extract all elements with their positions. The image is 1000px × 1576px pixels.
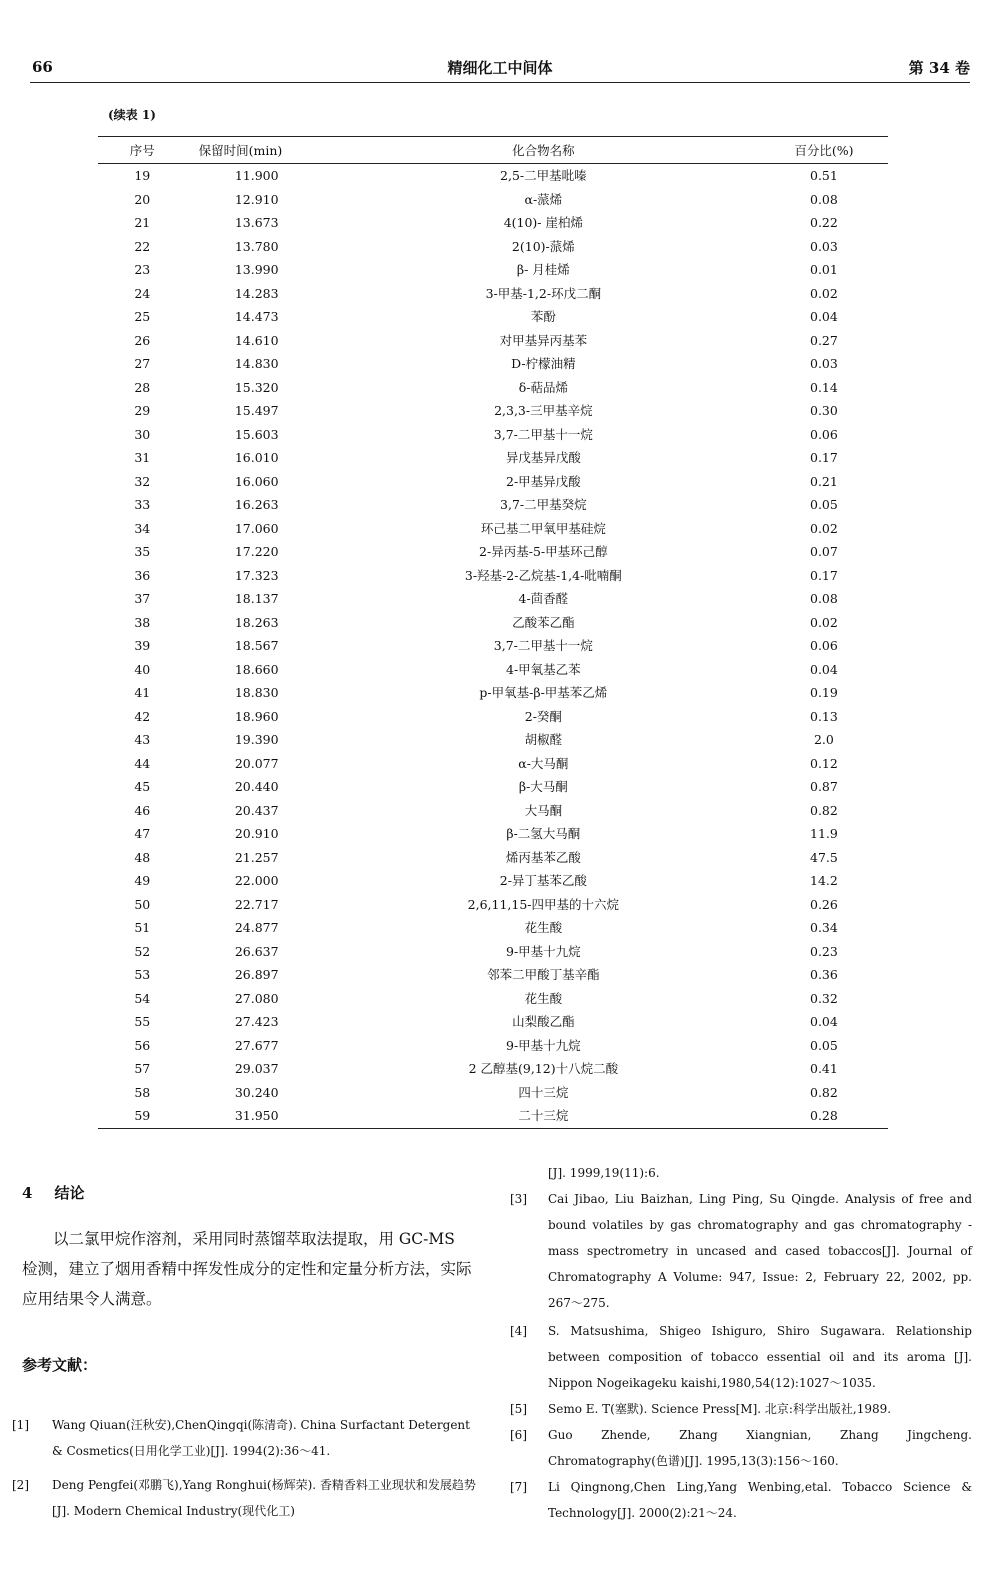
compound-name: 对甲基异丙基苯 — [499, 332, 588, 348]
row-index: 30 — [134, 426, 151, 442]
reference-text: Cai Jibao, Liu Baizhan, Ling Ping, Su Qingde. Analysis of free and bound volatiles by gas chromatography and gas chromatography - mass spectrometry in uncased and cased tobaccos[J]. Journal of Chromatography A Volume: 947, Issue: 2, February 22, 2002, pp. 267～275. — [548, 1192, 972, 1310]
reference-item — [510, 1186, 972, 1316]
table-row — [98, 1081, 888, 1105]
compound-name: 邻苯二甲酸丁基辛酯 — [487, 967, 600, 982]
retention-time: 21.257 — [234, 849, 279, 865]
table-row — [98, 305, 888, 329]
compound-name: 二十三烷 — [327, 1104, 760, 1128]
table-row — [98, 634, 888, 658]
compound-name: 9-甲基十九烷 — [506, 1037, 581, 1053]
reference-tag: [1] — [12, 1418, 29, 1432]
retention-time: 14.473 — [234, 309, 279, 324]
percentage: 0.82 — [810, 1084, 838, 1100]
row-index: 36 — [134, 567, 151, 583]
compound-name: δ-萜品烯 — [518, 379, 568, 395]
table-row — [98, 1104, 888, 1128]
table-row — [98, 352, 888, 376]
retention-time: 13.673 — [234, 215, 279, 230]
table-row — [98, 1057, 888, 1081]
reference-tag: [3] — [510, 1192, 527, 1206]
retention-time: 30.240 — [234, 1084, 279, 1100]
compound-name: 2(10)-蒎烯 — [511, 238, 575, 254]
row-index: 56 — [134, 1037, 151, 1053]
journal-title: 精细化工中间体 — [447, 59, 553, 77]
column-header-index: 序号 — [98, 137, 187, 164]
row-index: 41 — [134, 685, 151, 700]
row-index: 37 — [134, 591, 151, 606]
compound-name: β- 月桂烯 — [516, 262, 570, 277]
percentage: 0.30 — [810, 403, 838, 418]
retention-time: 20.440 — [234, 779, 279, 794]
reference-item — [12, 1412, 478, 1464]
percentage: 0.05 — [810, 1037, 838, 1053]
retention-time: 20.910 — [234, 826, 279, 841]
section-heading — [22, 1182, 84, 1203]
table-row — [98, 611, 888, 635]
table-row — [98, 963, 888, 987]
compound-name: 烯丙基苯乙酸 — [505, 849, 581, 865]
retention-time: 27.677 — [234, 1037, 279, 1053]
table-row — [98, 446, 888, 470]
percentage: 0.04 — [810, 1014, 838, 1029]
compound-name: 9-甲基十九烷 — [506, 943, 581, 959]
references-heading: 参考文献： — [22, 1356, 98, 1374]
compound-name: 环己基二甲氧甲基硅烷 — [480, 520, 606, 536]
retention-time: 18.137 — [234, 591, 279, 606]
row-index: 28 — [134, 379, 151, 395]
percentage: 0.21 — [810, 473, 838, 489]
percentage: 0.36 — [810, 967, 838, 982]
retention-time: 13.990 — [234, 262, 279, 277]
compound-name: 胡椒醛 — [524, 732, 563, 747]
row-index: 34 — [134, 520, 151, 536]
retention-time: 27.423 — [234, 1014, 279, 1029]
table-row — [98, 540, 888, 564]
percentage: 0.28 — [760, 1104, 888, 1128]
compound-name: 2-异丁基苯乙酸 — [499, 873, 587, 888]
table-row — [98, 705, 888, 729]
percentage: 0.03 — [810, 356, 838, 371]
row-index: 47 — [134, 826, 151, 841]
table-row — [98, 681, 888, 705]
row-index: 51 — [134, 920, 151, 935]
row-index: 19 — [134, 168, 151, 183]
reference-item — [510, 1396, 972, 1422]
compound-name: 山梨酸乙酯 — [512, 1014, 575, 1029]
percentage: 0.08 — [810, 191, 838, 207]
row-index: 24 — [134, 285, 151, 301]
compound-name: 四十三烷 — [518, 1084, 569, 1100]
table-row — [98, 846, 888, 870]
table-row — [98, 188, 888, 212]
table-body — [98, 164, 888, 1129]
percentage: 0.02 — [810, 614, 838, 630]
compound-name: 3,7-二甲基癸烷 — [500, 497, 587, 512]
table-row — [98, 211, 888, 235]
conclusion-paragraph: 以二氯甲烷作溶剂，采用同时蒸馏萃取法提取，用 GC-MS 检测，建立了烟用香精中挥发性成分的定性和定量分析方法，实际应用结果令人满意。 — [22, 1230, 472, 1308]
retention-time: 14.830 — [234, 356, 279, 371]
reference-tag: [6] — [510, 1428, 527, 1442]
row-index: 42 — [134, 708, 151, 724]
percentage: 0.07 — [810, 544, 838, 559]
row-index: 35 — [134, 544, 151, 559]
percentage: 14.2 — [810, 873, 838, 888]
compound-name: D-柠檬油精 — [511, 356, 576, 371]
row-index: 53 — [134, 967, 151, 982]
compound-name: 4-茴香醛 — [518, 591, 569, 606]
reference-item — [510, 1318, 972, 1396]
reference-text: Guo Zhende, Zhang Xiangnian, Zhang Jingcheng. Chromatography(色谱)[J]. 1995,13(3):156～160. — [548, 1428, 972, 1468]
compound-name: 2-异丙基-5-甲基环己醇 — [479, 544, 608, 559]
retention-time: 18.263 — [234, 614, 279, 630]
compound-name: 花生酸 — [524, 990, 563, 1006]
table-row — [98, 399, 888, 423]
row-index: 22 — [134, 238, 151, 254]
row-index: 33 — [134, 497, 151, 512]
percentage: 0.02 — [810, 520, 838, 536]
compound-name: 2-甲基异戊酸 — [506, 473, 581, 489]
percentage: 0.22 — [810, 215, 838, 230]
compound-name: 2,6,11,15-四甲基的十六烷 — [467, 896, 620, 912]
table-row — [98, 1010, 888, 1034]
retention-time: 20.437 — [234, 802, 279, 818]
percentage: 0.12 — [810, 755, 838, 771]
table-caption: (续表 1) — [108, 108, 156, 122]
reference-tag: [4] — [510, 1324, 527, 1338]
compound-name: 乙酸苯乙酯 — [512, 614, 575, 630]
table-row — [98, 564, 888, 588]
section-number: 4 — [22, 1184, 33, 1202]
reference-text: Wang Qiuan(汪秋安),ChenQingqi(陈清奇). China Surfactant Detergent & Cosmetics(日用化学工业)[J]. 1994(2):36～41. — [52, 1418, 470, 1458]
compound-table — [98, 136, 888, 1129]
retention-time: 31.950 — [187, 1104, 327, 1128]
percentage: 0.87 — [810, 779, 838, 794]
retention-time: 17.220 — [234, 544, 279, 559]
row-index: 45 — [134, 779, 151, 794]
percentage: 0.82 — [810, 802, 838, 818]
row-index: 31 — [134, 450, 151, 465]
reference-item — [510, 1474, 972, 1526]
compound-name: α-大马酮 — [518, 755, 569, 771]
row-index: 43 — [134, 732, 151, 747]
retention-time: 14.610 — [234, 332, 279, 348]
retention-time: 19.390 — [234, 732, 279, 747]
table-row — [98, 987, 888, 1011]
row-index: 50 — [134, 896, 151, 912]
retention-time: 16.263 — [234, 497, 279, 512]
table-row — [98, 775, 888, 799]
table-row — [98, 658, 888, 682]
row-index: 38 — [134, 614, 151, 630]
table-row — [98, 235, 888, 259]
reference-continuation — [510, 1160, 972, 1186]
table-row — [98, 329, 888, 353]
percentage: 0.05 — [810, 497, 838, 512]
row-index: 20 — [134, 191, 151, 207]
table-row — [98, 869, 888, 893]
row-index: 40 — [134, 661, 151, 677]
table-row — [98, 493, 888, 517]
retention-time: 26.897 — [234, 967, 279, 982]
retention-time: 18.567 — [234, 638, 279, 653]
percentage: 2.0 — [813, 732, 834, 747]
reference-text: Deng Pengfei(邓鹏飞),Yang Ronghui(杨辉荣). 香精香料工业现状和发展趋势[J]. Modern Chemical Industry(现代化工) — [52, 1478, 476, 1518]
percentage: 0.08 — [810, 591, 838, 606]
table-row — [98, 164, 888, 188]
section-title: 结论 — [54, 1184, 85, 1202]
row-index: 32 — [134, 473, 151, 489]
percentage: 0.51 — [810, 168, 838, 183]
column-header-retention-time: 保留时间(min) — [187, 137, 327, 164]
retention-time: 26.637 — [234, 943, 279, 959]
percentage: 0.17 — [810, 567, 838, 583]
retention-time: 14.283 — [234, 285, 279, 301]
percentage: 0.17 — [810, 450, 838, 465]
percentage: 0.01 — [810, 262, 838, 277]
compound-name: 4-甲氧基乙苯 — [506, 661, 581, 677]
percentage: 0.19 — [810, 685, 838, 700]
percentage: 0.14 — [810, 379, 838, 395]
compound-name: β-二氢大马酮 — [506, 826, 581, 841]
page-header — [30, 52, 970, 83]
row-index: 55 — [134, 1014, 151, 1029]
retention-time: 20.077 — [234, 755, 279, 771]
compound-name: 大马酮 — [524, 802, 563, 818]
row-index: 52 — [134, 943, 151, 959]
row-index: 44 — [134, 755, 151, 771]
retention-time: 22.717 — [234, 896, 279, 912]
reference-tag: [5] — [510, 1402, 527, 1416]
retention-time: 17.060 — [234, 520, 279, 536]
column-header-percent: 百分比(%) — [760, 137, 888, 164]
compound-name: 4(10)- 崖柏烯 — [503, 215, 583, 230]
compound-name: p-甲氧基-β-甲基苯乙烯 — [479, 685, 608, 700]
percentage: 0.34 — [810, 920, 838, 935]
table-row — [98, 752, 888, 776]
percentage: 0.13 — [810, 708, 838, 724]
reference-text: Li Qingnong,Chen Ling,Yang Wenbing,etal. Tobacco Science & Technology[J]. 2000(2):21～24. — [548, 1480, 972, 1520]
row-index: 49 — [134, 873, 151, 888]
retention-time: 29.037 — [234, 1061, 279, 1076]
table-row — [98, 940, 888, 964]
retention-time: 16.060 — [234, 473, 279, 489]
retention-time: 15.497 — [234, 403, 279, 418]
percentage: 0.02 — [810, 285, 838, 301]
percentage: 47.5 — [810, 849, 838, 865]
retention-time: 11.900 — [234, 168, 279, 183]
percentage: 0.26 — [810, 896, 838, 912]
retention-time: 18.660 — [234, 661, 279, 677]
percentage: 0.41 — [810, 1061, 838, 1076]
table-row — [98, 728, 888, 752]
compound-name: β-大马酮 — [518, 779, 568, 794]
percentage: 0.06 — [810, 426, 838, 442]
table-row — [98, 423, 888, 447]
row-index: 25 — [134, 309, 151, 324]
compound-name: 花生酸 — [524, 920, 563, 935]
percentage: 0.06 — [810, 638, 838, 653]
row-index: 54 — [134, 990, 151, 1006]
table-row — [98, 258, 888, 282]
reference-text: Semo E. T(塞默). Science Press[M]. 北京:科学出版社,1989. — [548, 1402, 892, 1416]
table-row — [98, 893, 888, 917]
compound-name: 2-癸酮 — [524, 708, 562, 724]
retention-time: 15.320 — [234, 379, 279, 395]
row-index: 29 — [134, 403, 151, 418]
row-index: 57 — [134, 1061, 151, 1076]
compound-name: 2 乙醇基(9,12)十八烷二酸 — [468, 1061, 619, 1076]
page-number: 66 — [32, 58, 53, 76]
table-row — [98, 1034, 888, 1058]
percentage: 11.9 — [810, 826, 838, 841]
retention-time: 13.780 — [234, 238, 279, 254]
compound-name: 3-羟基-2-乙烷基-1,4-吡喃酮 — [464, 567, 622, 583]
reference-tag: [2] — [12, 1478, 29, 1492]
reference-tag: [7] — [510, 1480, 527, 1494]
row-index: 21 — [134, 215, 151, 230]
row-index: 59 — [98, 1104, 187, 1128]
retention-time: 18.830 — [234, 685, 279, 700]
reference-text: [J]. 1999,19(11):6. — [548, 1166, 660, 1180]
table-row — [98, 916, 888, 940]
table-row — [98, 799, 888, 823]
percentage: 0.03 — [810, 238, 838, 254]
percentage: 0.23 — [810, 943, 838, 959]
percentage: 0.27 — [810, 332, 838, 348]
table-row — [98, 470, 888, 494]
volume-label: 第 34 卷 — [908, 59, 970, 77]
reference-item — [510, 1422, 972, 1474]
table-header-row — [98, 137, 888, 164]
percentage: 0.32 — [810, 990, 838, 1006]
table-row — [98, 517, 888, 541]
compound-name: 2,3,3-三甲基辛烷 — [494, 403, 593, 418]
retention-time: 18.960 — [234, 708, 279, 724]
retention-time: 12.910 — [234, 191, 279, 207]
retention-time: 16.010 — [234, 450, 279, 465]
table-row — [98, 376, 888, 400]
compound-name: α-蒎烯 — [524, 191, 563, 207]
retention-time: 15.603 — [234, 426, 279, 442]
compound-name: 3,7-二甲基十一烷 — [493, 426, 593, 442]
compound-name: 苯酚 — [530, 309, 556, 324]
compound-name: 异戊基异戊酸 — [505, 450, 581, 465]
compound-name: 3-甲基-1,2-环戊二酮 — [485, 285, 602, 301]
percentage: 0.04 — [810, 661, 838, 677]
retention-time: 17.323 — [234, 567, 279, 583]
retention-time: 27.080 — [234, 990, 279, 1006]
column-header-compound: 化合物名称 — [327, 137, 760, 164]
retention-time: 24.877 — [234, 920, 279, 935]
row-index: 26 — [134, 332, 151, 348]
row-index: 46 — [134, 802, 151, 818]
table-row — [98, 822, 888, 846]
row-index: 23 — [134, 262, 151, 277]
compound-name: 2,5-二甲基吡嗪 — [500, 168, 587, 183]
table-row — [98, 587, 888, 611]
row-index: 58 — [134, 1084, 151, 1100]
retention-time: 22.000 — [234, 873, 279, 888]
row-index: 48 — [134, 849, 151, 865]
row-index: 39 — [134, 638, 151, 653]
percentage: 0.04 — [810, 309, 838, 324]
row-index: 27 — [134, 356, 151, 371]
compound-name: 3,7-二甲基十一烷 — [493, 638, 593, 653]
reference-text: S. Matsushima, Shigeo Ishiguro, Shiro Sugawara. Relationship between composition of tobacco essential oil and its aroma [J]. Nippon Nogeikageku kaishi,1980,54(12):1027～1035. — [548, 1324, 972, 1390]
table-row — [98, 282, 888, 306]
reference-item — [12, 1472, 478, 1524]
